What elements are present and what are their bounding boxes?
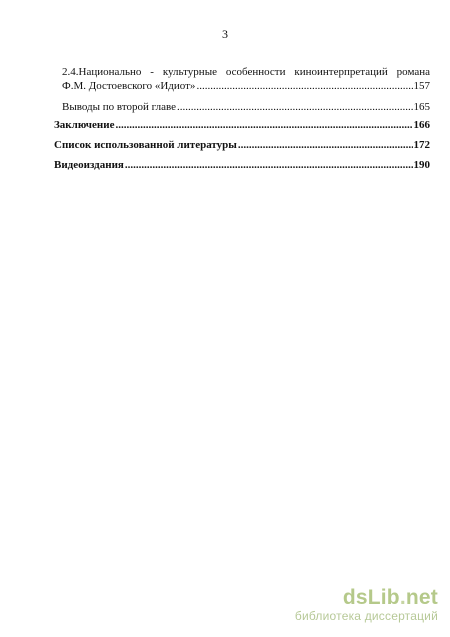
toc-entry-conclusions-second-chapter-page: 165 bbox=[413, 101, 430, 113]
watermark-logo-ds: ds bbox=[342, 586, 368, 609]
toc-entry-conclusions-second-chapter[interactable] bbox=[54, 100, 430, 114]
toc-entry-conclusion[interactable] bbox=[54, 118, 430, 132]
toc-entry-conclusion-line bbox=[54, 118, 430, 132]
dot-leader bbox=[177, 100, 413, 114]
toc-entry-conclusion-page: 166 bbox=[413, 119, 430, 131]
toc-entry-conclusion-title: Заключение bbox=[54, 119, 115, 131]
toc-entry-video-line bbox=[54, 158, 430, 172]
toc-entry-references-line bbox=[54, 138, 430, 152]
toc-entry-video-title: Видеоиздания bbox=[54, 159, 124, 171]
toc-entry-2-4-page: 157 bbox=[413, 80, 430, 92]
toc-entry-conclusions-second-chapter-line bbox=[62, 100, 430, 114]
watermark-logo-lib: Lib bbox=[367, 586, 400, 609]
toc-entry-references[interactable] bbox=[54, 138, 430, 152]
toc-entry-2-4-title-line2 bbox=[62, 79, 430, 93]
toc-entry-video-page: 190 bbox=[413, 159, 430, 171]
dot-leader bbox=[125, 158, 413, 172]
table-of-contents bbox=[54, 65, 430, 172]
toc-entry-2-4-title-line2-text: Ф.М. Достоевского «Идиот» bbox=[62, 80, 196, 92]
watermark-tagline: библиотека диссертаций bbox=[294, 609, 438, 623]
watermark-logo bbox=[295, 587, 438, 609]
watermark-logo-net: net bbox=[405, 586, 438, 609]
toc-entry-2-4-title-line1: 2.4.Национально - культурные особенности киноинтерпретаций романа bbox=[62, 66, 430, 78]
watermark-logo-dot: . bbox=[399, 586, 406, 609]
watermark bbox=[295, 587, 438, 623]
toc-entry-references-page: 172 bbox=[413, 139, 430, 151]
toc-entry-2-4[interactable] bbox=[54, 65, 430, 93]
toc-entry-references-title: Список использованной литературы bbox=[54, 139, 237, 151]
dot-leader bbox=[238, 138, 413, 152]
toc-entry-conclusions-second-chapter-title: Выводы по второй главе bbox=[62, 101, 176, 113]
page-number: 3 bbox=[222, 27, 228, 41]
toc-entry-video[interactable] bbox=[54, 158, 430, 172]
dot-leader bbox=[115, 118, 412, 132]
dot-leader bbox=[196, 79, 412, 93]
